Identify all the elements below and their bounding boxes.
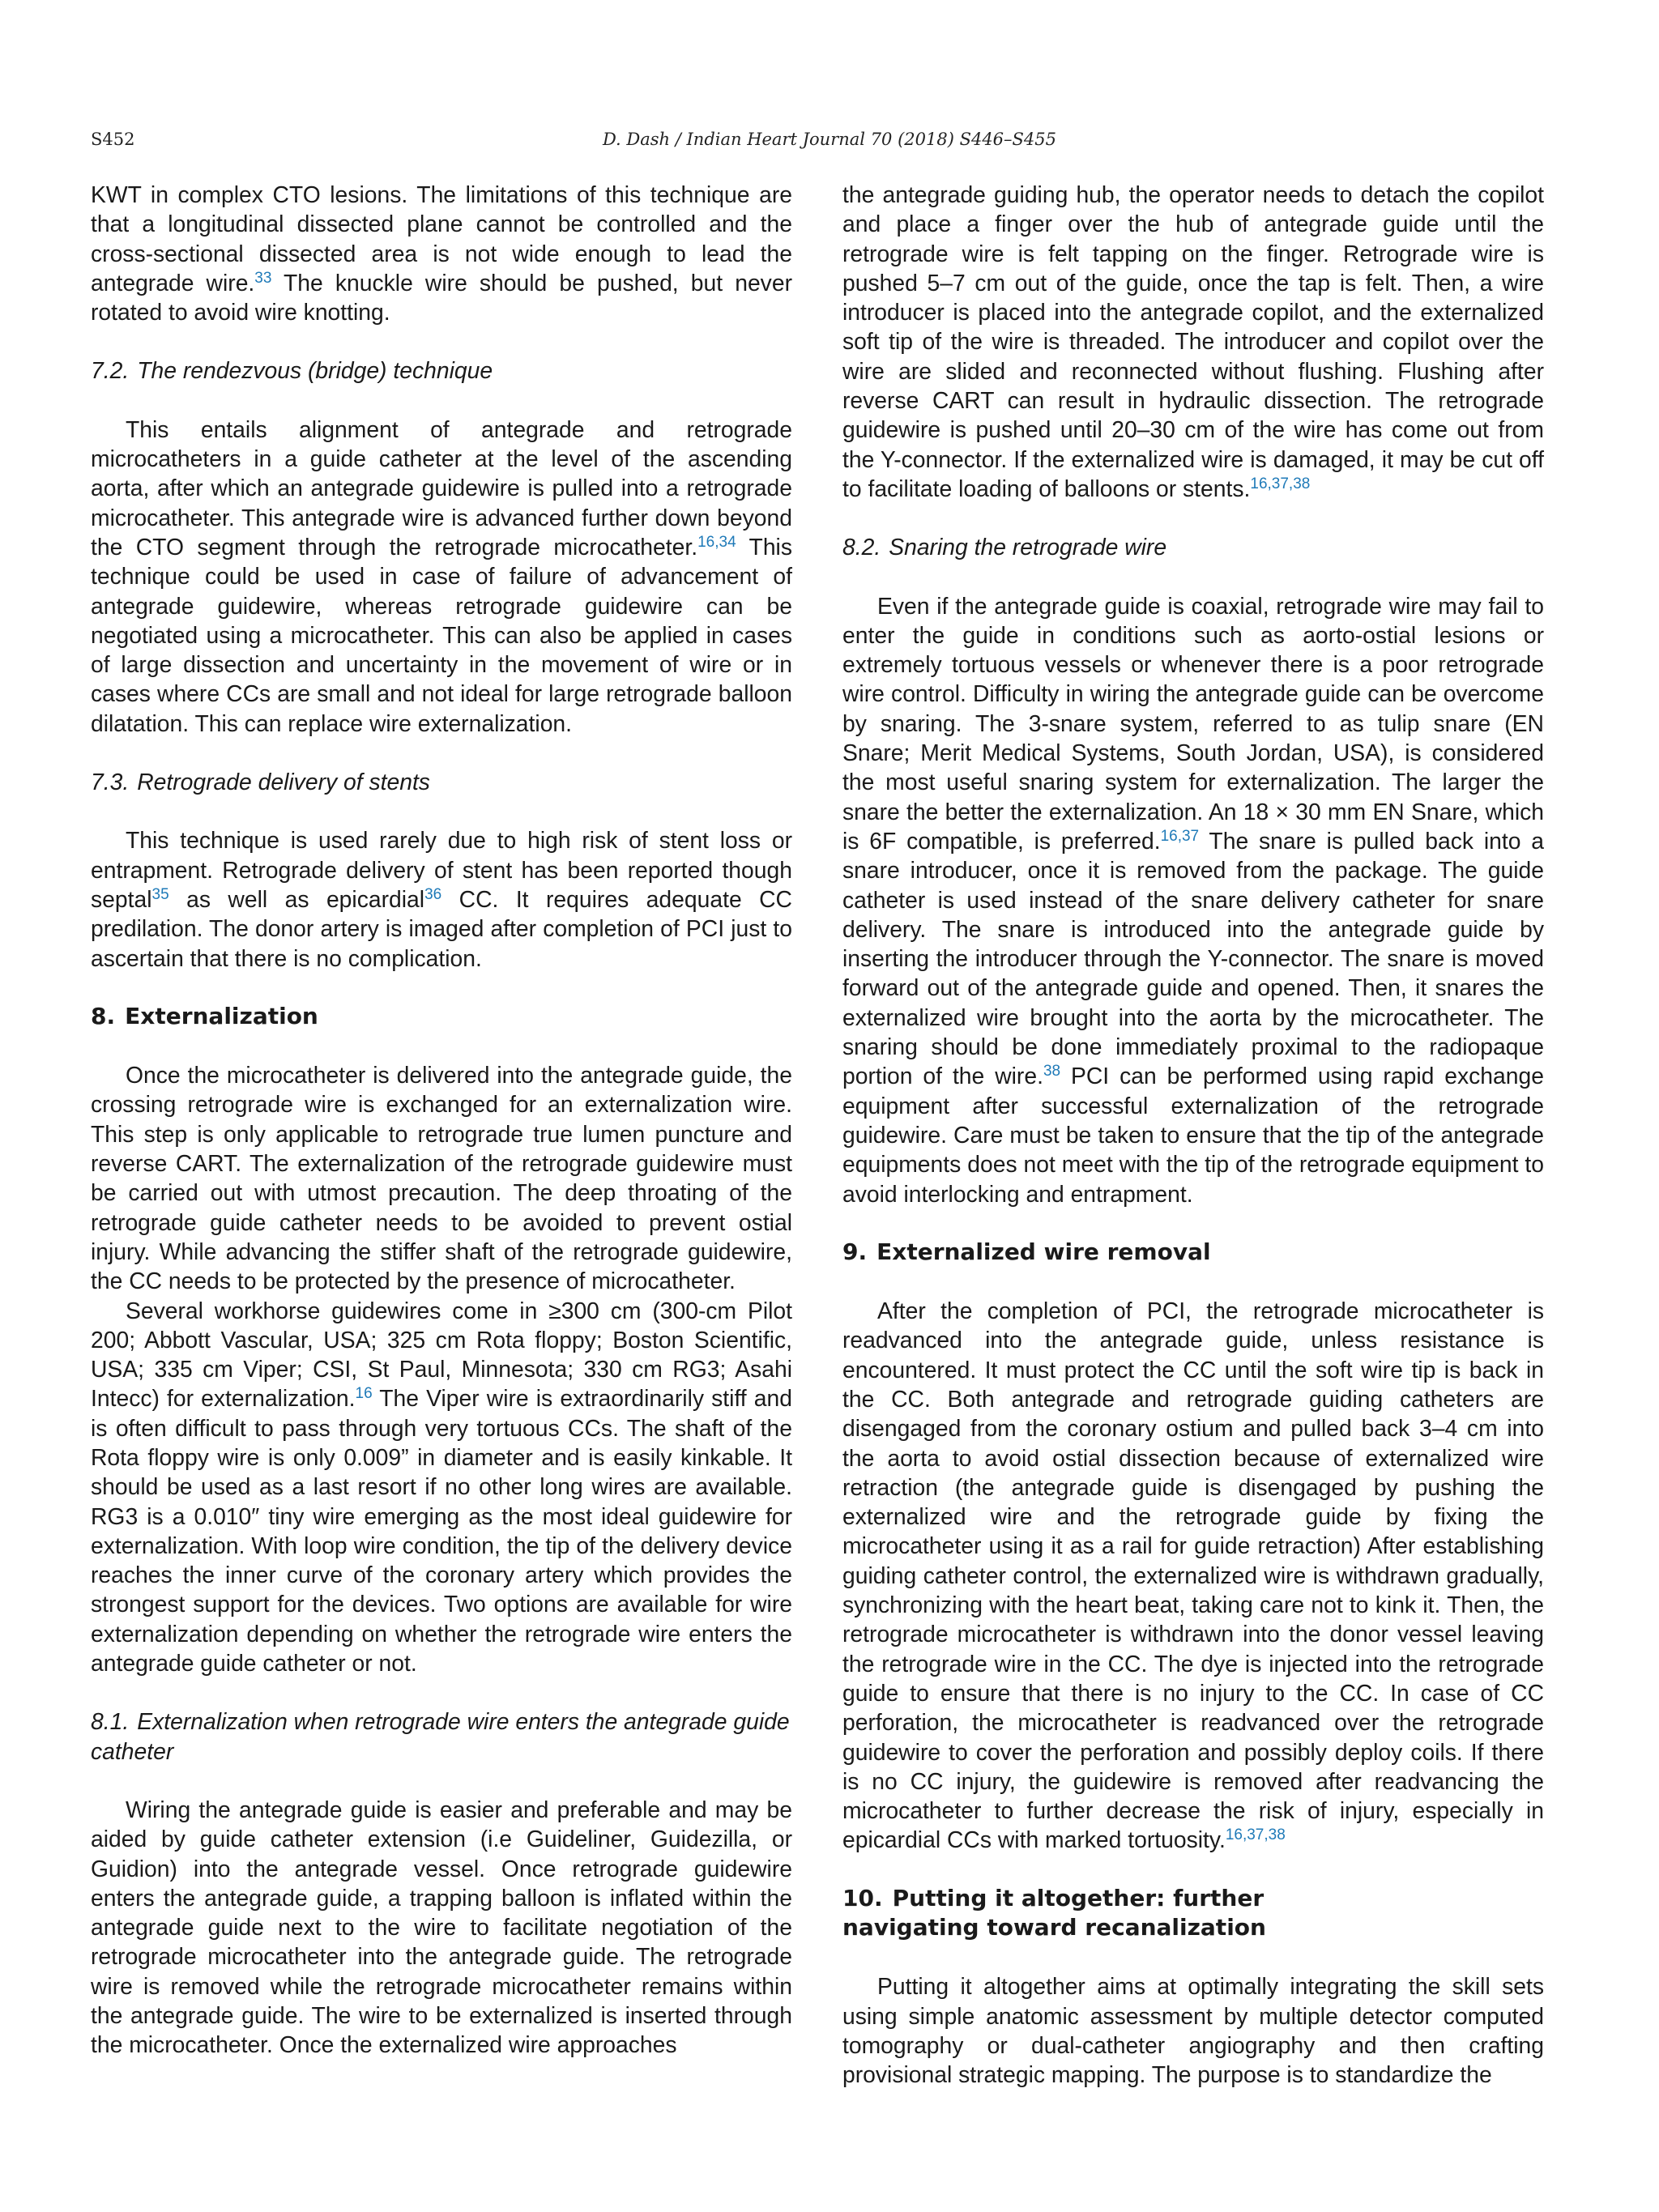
subsection-heading-8-2: 8.2. Snaring the retrograde wire	[842, 534, 1167, 560]
section-heading-9: 9. Externalized wire removal	[842, 1238, 1211, 1265]
citation-link[interactable]: 38	[1043, 1063, 1061, 1080]
paragraph: Once the microcatheter is delivered into the antegrade guide, the crossing retrograde wire is exchanged for an externalization wire. This step is only applicable to retrograde true lumen puncture and reverse CART. The externalization of the retrograde guidewire must be carried out with utmost precaution. The deep throating of the retrograde guide catheter needs to be avoided to prevent ostial injury. While advancing the stiffer shaft of the retrograde guidewire, the CC needs to be protected by the presence of microcatheter.	[91, 1062, 792, 1294]
citation-link[interactable]: 16,34	[697, 533, 736, 551]
paragraph: After the completion of PCI, the retrograde microcatheter is readvanced into the antegrade guide, unless resistance is encountered. It must protect the CC until the soft wire tip is back in the CC. Both antegrade and retrograde guiding catheters are disengaged from the coronary ostium and pulled back 3–4 cm into the aorta to avoid ostial dissection because of externalized wire retraction (the antegrade guide is disengaged by pushing the externalized wire and the retrograde guide by fixing the microcatheter using it as a rail for guide retraction) After establishing guiding catheter control, the externalized wire is withdrawn gradually, synchronizing with the heart beat, taking care not to kink it. Then, the retrograde microcatheter is withdrawn into the donor vessel leaving the retrograde wire in the CC. The dye is injected into the retrograde guide to ensure that there is no injury to the CC. In case of CC perforation, the microcatheter is readvanced over the retrograde guidewire to cover the perforation and possibly deploy coils. If there is no CC injury, the guidewire is removed after readvancing the microcatheter to further decrease the risk of injury, especially in epicardial CCs with marked tortuosity.$^{16,37,38}$	[842, 1298, 1544, 1853]
subsection-heading-7-3: 7.3. Retrograde delivery of stents	[91, 769, 430, 795]
paragraph: KWT in complex CTO lesions. The limitations of this technique are that a longitudinal dissected plane cannot be controlled and the cross-sectional dissected area is not wide enough to lead the antegrade wire.$^{33}$ The knuckle wire should be pushed, but never rotated to avoid wire knotting.	[91, 181, 792, 326]
running-header	[91, 130, 1568, 162]
paragraph: Several workhorse guidewires come in ≥300 cm (300-cm Pilot 200; Abbott Vascular, USA; 325 cm Rota floppy; Boston Scientific, USA; 335 cm Viper; CSI, St Paul, Minnesota; 330 cm RG3; Asahi Intecc) for externalization.$^{16}$ The Viper wire is extraordinarily stiff and is often difficult to pass through very tortuous CCs. The shaft of the Rota floppy wire is only 0.009” in diameter and is easily kinkable. It should be used as a last resort if no other long wires are available. RG3 is a 0.010″ tiny wire emerging as the most ideal guidewire for externalization. With loop wire condition, the tip of the delivery device reaches the inner curve of the coronary artery which provides the strongest support for the devices. Two options are available for wire externalization depending on whether the retrograde wire enters the antegrade guide catheter or not.	[91, 1297, 792, 1677]
journal-citation: D. Dash / Indian Heart Journal 70 (2018) S446–S455	[602, 130, 1057, 149]
paragraph: Putting it altogether aims at optimally integrating the skill sets using simple anatomic assessment by multiple detector computed tomography or dual-catheter angiography and then crafting provisional strategic mapping. The purpose is to standardize the	[842, 1973, 1544, 2088]
section-heading-10: 10. Putting it altogether: further navigating toward recanalization	[842, 1884, 1266, 1941]
subsection-heading-7-2: 7.2. The rendezvous (bridge) technique	[91, 357, 493, 384]
paragraph: the antegrade guiding hub, the operator needs to detach the copilot and place a finger over the hub of antegrade guide until the retrograde wire is felt tapping on the finger. Retrograde wire is pushed 5–7 cm out of the guide, once the tap is felt. Then, a wire introducer is placed into the antegrade copilot, and the externalized soft tip of the wire is threaded. The introducer and copilot over the wire are slided and reconnected without flushing. Flushing after reverse CART can result in hydraulic dissection. The retrograde guidewire is pushed until 20–30 cm of the wire has come out from the Y-connector. If the externalized wire is damaged, it may be cut off to facilitate loading of balloons or stents.$^{16,37,38}$	[842, 181, 1544, 501]
paragraph: Wiring the antegrade guide is easier and preferable and may be aided by guide catheter extension (i.e Guideliner, Guidezilla, or Guidion) into the antegrade vessel. Once retrograde guidewire enters the antegrade guide, a trapping balloon is inflated within the antegrade guide next to the wire to facilitate negotiation of the retrograde microcatheter into the antegrade guide. The retrograde wire is removed while the retrograde microcatheter remains within the antegrade guide. The wire to be externalized is inserted through the microcatheter. Once the externalized wire approaches	[91, 1796, 792, 2058]
citation-link[interactable]: 16,37,38	[1250, 475, 1311, 492]
citation-link[interactable]: 36	[424, 885, 442, 903]
right-column	[842, 180, 1544, 2090]
section-heading-8: 8. Externalization	[91, 1002, 318, 1029]
citation-link[interactable]: 16	[355, 1385, 373, 1403]
paragraph: This entails alignment of antegrade and retrograde microcatheters in a guide catheter at the level of the ascending aorta, after which an antegrade guidewire is pulled into a retrograde microcatheter. This antegrade wire is advanced further down beyond the CTO segment through the retrograde microcatheter.$^{16,34}$ This technique could be used in case of failure of advancement of antegrade guidewire, whereas retrograde guidewire can be negotiated using a microcatheter. This can also be applied in cases of large dissection and uncertainty in the movement of wire or in cases where CCs are small and not ideal for large retrograde balloon dilatation. This can replace wire externalization.	[91, 416, 792, 736]
citation-link[interactable]: 16,37,38	[1225, 1826, 1286, 1844]
citation-link[interactable]: 16,37	[1160, 827, 1200, 845]
citation-link[interactable]: 33	[254, 269, 272, 287]
paragraph: Even if the antegrade guide is coaxial, retrograde wire may fail to enter the guide in conditions such as aorto-ostial lesions or extremely tortuous vessels or whenever there is a poor retrograde wire control. Difficulty in wiring the antegrade guide can be overcome by snaring. The 3-snare system, referred to as tulip snare (EN Snare; Merit Medical Systems, South Jordan, USA), is considered the most useful snaring system for externalization. The larger the snare the better the externalization. An 18 × 30 mm EN Snare, which is 6F compatible, is preferred.$^{16,37}$ The snare is pulled back into a snare introducer, once it is removed from the package. The guide catheter is used instead of the snare delivery catheter for snare delivery. The snare is introduced into the antegrade guide by inserting the introducer through the Y-connector. The snare is moved forward out of the antegrade guide and opened. Then, it snares the externalized wire brought into the aorta by the microcatheter. The snaring should be done immediately proximal to the radiopaque portion of the wire.$^{38}$ PCI can be performed using rapid exchange equipment after successful externalization of the retrograde guidewire. Care must be taken to ensure that the tip of the antegrade equipments does not meet with the tip of the retrograde equipment to avoid interlocking and entrapment.	[842, 592, 1545, 1207]
page-number: S452	[91, 130, 135, 149]
left-column	[91, 180, 792, 2060]
citation-link[interactable]: 35	[151, 885, 169, 903]
paragraph: This technique is used rarely due to high risk of stent loss or entrapment. Retrograde delivery of stent has been reported though septal$^{35}$ as well as epicardial$^{36}$ CC. It requires adequate CC predilation. The donor artery is imaged after completion of PCI just to ascertain that there is no complication.	[91, 827, 792, 971]
subsection-heading-8-1: 8.1. Externalization when retrograde wire enters the antegrade guide catheter	[91, 1708, 790, 1764]
